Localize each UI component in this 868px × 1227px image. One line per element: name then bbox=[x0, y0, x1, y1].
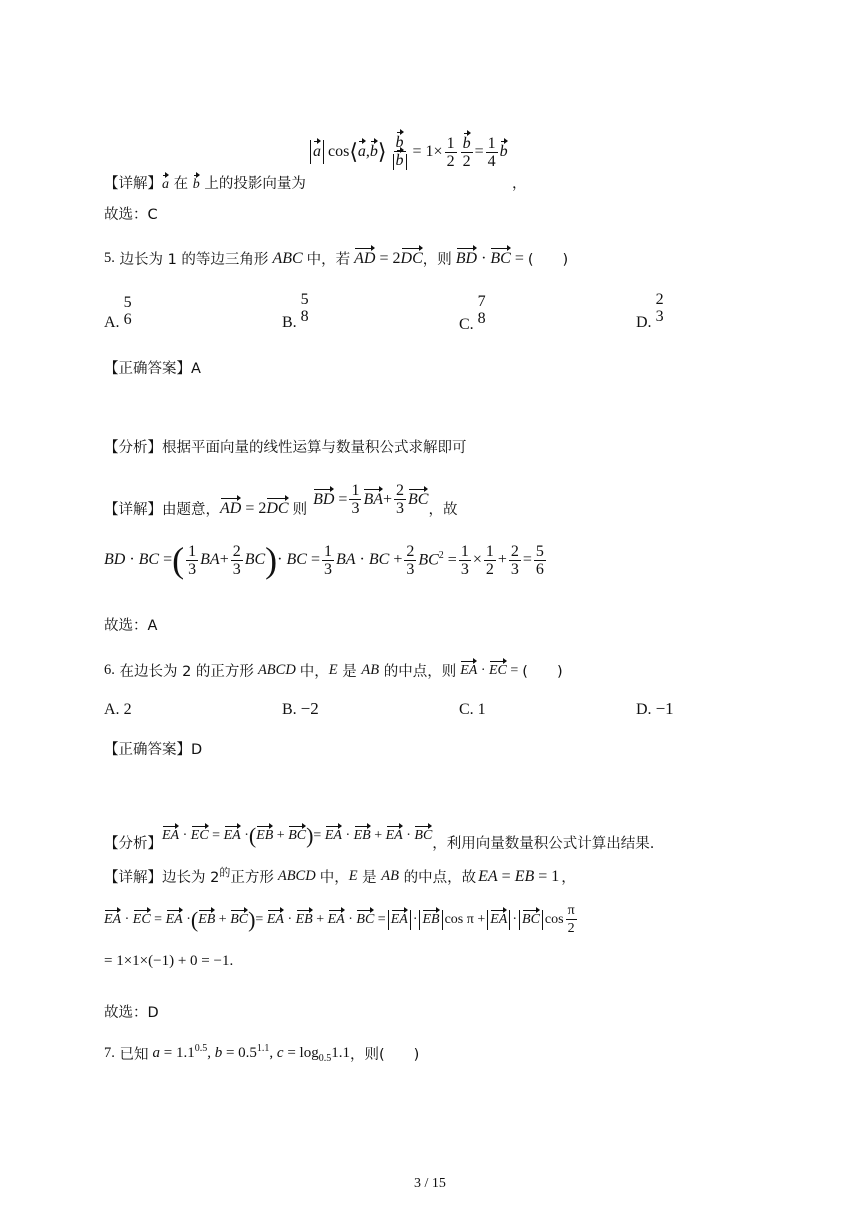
q4-detail-comma: ， bbox=[512, 176, 527, 192]
q5-calc: BD · BC = ( $\frac{1}{3}$ BA + $\frac{2}{3}$ BC ) · BC = $\frac{1}{3}$ BA · BC + $\frac{2}{3}$ $BC^2$ = $\frac{1}{3}$ × $\frac{1}{2}$ + $\frac{2}{3}$ = $\frac{5}{6}$ bbox=[104, 540, 544, 580]
q5-analysis: 【分析】根据平面向量的线性运算与数量积公式求解即可 bbox=[104, 440, 467, 456]
q7-stem: 7. 已知 $a = 1.1^{0.5}$, $b = 0.5^{1.1}$, $c = \log_{0.5}1.1$ ，则( ) bbox=[104, 1043, 420, 1064]
q6-correct: 【正确答案】D bbox=[104, 742, 203, 758]
page-number: 3 / 15 bbox=[414, 1176, 446, 1191]
q5-detail: 【详解】由题意， AD = 2DC 则 BD = $\frac{1}{3}$ BA + $\frac{2}{3}$ BC ，故 bbox=[104, 482, 458, 518]
q6-detail-2: EA · EC = EA · ( EB + BC ) = EA · EB + EA · BC = EA · EB cos π + EA · BC cos $\frac{\pi}{2}$ bbox=[104, 903, 575, 936]
q6-stem: 6. 在边长为 2 的正方形 ABCD 中， E 是 AB 的中点，则 EA · EC = ( ) bbox=[104, 662, 563, 680]
q5-final: 故选：A bbox=[104, 618, 158, 634]
q4-detail-formula: a cos ⟨ a , b ⟩ $\frac{b}{b}$ = 1× $\frac{1}{2}$ $\frac{b}{2}$ = $\frac{1}{4}$ b bbox=[308, 128, 508, 176]
q6-option-a[interactable]: A. 2 bbox=[104, 701, 132, 718]
q4-detail-line: 【详解】a 在 b 上的投影向量为 bbox=[104, 176, 306, 192]
q5-option-b[interactable]: B. 5 8 bbox=[282, 291, 309, 331]
q6-analysis: 【分析】 EA · EC = EA · ( EB + BC ) = EA · EB + EA · BC ，利用向量数量积公式计算出结果. bbox=[104, 822, 655, 852]
q6-detail-3: = 1×1×(−1) + 0 = −1. bbox=[104, 953, 234, 969]
detail-label: 【详解】 bbox=[104, 176, 162, 192]
q5-option-a[interactable]: A. 5 6 bbox=[104, 294, 132, 331]
q5-option-c[interactable]: C. 7 8 bbox=[459, 293, 486, 333]
q6-option-d[interactable]: D. −1 bbox=[636, 699, 674, 718]
q6-option-c[interactable]: C. 1 bbox=[459, 701, 486, 718]
q6-detail-1: 【详解】边长为 2 的 正方形 ABCD 中， E 是 AB 的中点，故 EA = EB = 1 ， bbox=[104, 866, 576, 886]
q6-option-b[interactable]: B. −2 bbox=[282, 699, 319, 718]
q6-final: 故选：D bbox=[104, 1005, 159, 1021]
q5-stem: 5. 边长为 1 的等边三角形 ABC 中，若 AD = 2DC ，则 BD · BC = ( ) bbox=[104, 249, 569, 268]
q5-correct: 【正确答案】A bbox=[104, 361, 201, 377]
q4-answer: 故选：C bbox=[104, 207, 158, 223]
q5-option-d[interactable]: D. 2 3 bbox=[636, 291, 664, 331]
